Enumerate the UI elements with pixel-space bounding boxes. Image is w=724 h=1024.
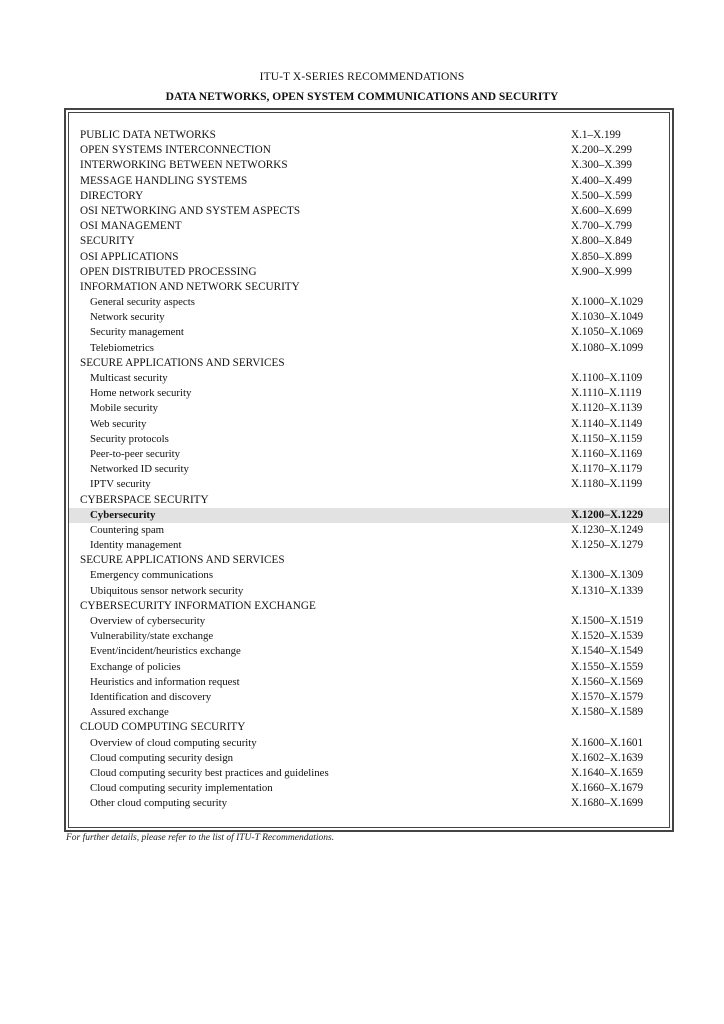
recommendation-range: X.200–X.299: [571, 144, 632, 157]
table-row: [69, 766, 669, 781]
table-row: [69, 660, 669, 675]
subcategory-label: Overview of cloud computing security: [90, 736, 257, 749]
table-row: [69, 174, 669, 189]
table-row: [69, 493, 669, 508]
recommendation-range: X.1110–X.1119: [571, 387, 642, 400]
recommendation-range: X.1560–X.1569: [571, 675, 644, 688]
table-row: [69, 158, 669, 173]
subcategory-label: Identification and discovery: [90, 690, 212, 703]
table-row: [69, 234, 669, 249]
table-row: [69, 781, 669, 796]
subcategory-label: Home network security: [90, 387, 192, 400]
category-label: INFORMATION AND NETWORK SECURITY: [80, 280, 300, 293]
table-row: [69, 523, 669, 538]
category-label: OSI NETWORKING AND SYSTEM ASPECTS: [80, 204, 301, 217]
table-row: [69, 401, 669, 416]
recommendation-range: X.1310–X.1339: [571, 584, 644, 597]
table-row: [69, 599, 669, 614]
subcategory-label: Event/incident/heuristics exchange: [90, 645, 241, 658]
recommendation-range: X.1230–X.1249: [571, 523, 644, 536]
recommendation-range: X.1580–X.1589: [571, 706, 644, 719]
recommendation-range: X.400–X.499: [571, 174, 632, 187]
category-label: SECURE APPLICATIONS AND SERVICES: [80, 356, 285, 369]
subcategory-label: Security management: [90, 326, 184, 339]
recommendations-table-inner: [68, 112, 670, 828]
table-row: [69, 568, 669, 583]
recommendation-range: X.1160–X.1169: [571, 447, 643, 460]
table-row: [69, 128, 669, 143]
table-row: [69, 584, 669, 599]
table-row: [69, 462, 669, 477]
category-label: OPEN SYSTEMS INTERCONNECTION: [80, 144, 271, 157]
table-row: [69, 720, 669, 735]
subcategory-label: Web security: [90, 417, 147, 430]
subcategory-label: Vulnerability/state exchange: [90, 630, 214, 643]
recommendation-range: X.1140–X.1149: [571, 417, 643, 430]
subcategory-label: Networked ID security: [90, 463, 189, 476]
recommendations-table: [64, 108, 674, 832]
table-row: [69, 644, 669, 659]
table-row: [69, 417, 669, 432]
recommendation-range: X.800–X.849: [571, 235, 632, 248]
table-row: [69, 295, 669, 310]
table-row: [69, 143, 669, 158]
subcategory-label: Cloud computing security best practices and guidelines: [90, 766, 329, 779]
table-row: [69, 736, 669, 751]
subcategory-label: Countering spam: [90, 523, 165, 536]
subcategory-label: Telebiometrics: [90, 341, 155, 354]
table-row: [69, 265, 669, 280]
table-row: [69, 614, 669, 629]
subcategory-label: Security protocols: [90, 432, 169, 445]
recommendation-range: X.1000–X.1029: [571, 296, 644, 309]
category-label: CYBERSECURITY INFORMATION EXCHANGE: [80, 599, 316, 612]
subcategory-label: Exchange of policies: [90, 660, 181, 673]
recommendation-range: X.1640–X.1659: [571, 766, 644, 779]
table-row: [69, 447, 669, 462]
category-label: CYBERSPACE SECURITY: [80, 493, 209, 506]
table-row: [69, 280, 669, 295]
subcategory-label: Identity management: [90, 539, 182, 552]
recommendation-range: X.1080–X.1099: [571, 341, 644, 354]
category-label: CLOUD COMPUTING SECURITY: [80, 721, 246, 734]
recommendations-list: [69, 128, 669, 811]
recommendation-range: X.500–X.599: [571, 189, 632, 202]
recommendation-range: X.1030–X.1049: [571, 311, 644, 324]
recommendation-range: X.1250–X.1279: [571, 539, 644, 552]
recommendation-range: X.1180–X.1199: [571, 478, 643, 491]
category-label: OPEN DISTRIBUTED PROCESSING: [80, 265, 257, 278]
table-row: [69, 432, 669, 447]
table-row: [69, 250, 669, 265]
category-label: PUBLIC DATA NETWORKS: [80, 129, 216, 141]
recommendation-range: X.1602–X.1639: [571, 751, 644, 764]
subcategory-label: Heuristics and information request: [90, 675, 240, 688]
recommendation-range: X.1150–X.1159: [571, 432, 643, 445]
category-label: OSI MANAGEMENT: [80, 220, 182, 233]
subcategory-label: Multicast security: [90, 372, 168, 384]
category-label: SECURITY: [80, 235, 135, 248]
subcategory-label: Mobile security: [90, 402, 159, 415]
category-label: DIRECTORY: [80, 189, 144, 202]
recommendation-range: X.700–X.799: [571, 220, 632, 233]
subcategory-label: Cloud computing security implementation: [90, 782, 273, 795]
recommendation-range: X.1200–X.1229: [571, 508, 644, 521]
recommendation-range: X.1540–X.1549: [571, 645, 644, 658]
category-label: MESSAGE HANDLING SYSTEMS: [80, 174, 248, 187]
recommendation-range: X.1050–X.1069: [571, 326, 644, 339]
subcategory-label: Network security: [90, 311, 165, 324]
recommendation-range: X.1550–X.1559: [571, 660, 644, 673]
subcategory-label: General security aspects: [90, 296, 195, 309]
subcategory-label: Overview of cybersecurity: [90, 615, 206, 627]
table-row: [69, 553, 669, 568]
recommendation-range: X.850–X.899: [571, 250, 632, 263]
table-row: [69, 690, 669, 705]
recommendation-range: X.1100–X.1109: [571, 372, 643, 384]
recommendation-range: X.1–X.199: [571, 129, 621, 141]
recommendation-range: X.1520–X.1539: [571, 630, 644, 643]
recommendation-range: X.1570–X.1579: [571, 690, 644, 703]
subcategory-label: Emergency communications: [90, 569, 214, 582]
table-row: [69, 705, 669, 720]
table-row: [69, 386, 669, 401]
table-row: [69, 189, 669, 204]
table-row: [69, 675, 669, 690]
recommendation-range: X.1500–X.1519: [571, 615, 644, 627]
subcategory-label: Cybersecurity: [90, 508, 156, 521]
subcategory-label: Assured exchange: [90, 706, 169, 719]
series-title: ITU-T X-SERIES RECOMMENDATIONS: [259, 71, 465, 83]
recommendation-range: X.1300–X.1309: [571, 569, 644, 582]
subcategory-label: Peer-to-peer security: [90, 447, 181, 460]
category-label: SECURE APPLICATIONS AND SERVICES: [80, 554, 285, 567]
table-row: [69, 796, 669, 811]
table-row: [69, 310, 669, 325]
table-row: [69, 371, 669, 386]
recommendation-range: X.1170–X.1179: [571, 463, 643, 476]
subcategory-label: Ubiquitous sensor network security: [90, 584, 244, 597]
page-title: DATA NETWORKS, OPEN SYSTEM COMMUNICATIONS AND SECURITY: [165, 91, 559, 103]
table-row: [69, 508, 669, 523]
table-row: [69, 204, 669, 219]
table-row: [69, 341, 669, 356]
subcategory-label: Other cloud computing security: [90, 797, 228, 810]
recommendation-range: X.1600–X.1601: [571, 736, 644, 749]
recommendation-range: X.900–X.999: [571, 265, 632, 278]
recommendation-range: X.600–X.699: [571, 204, 632, 217]
category-label: INTERWORKING BETWEEN NETWORKS: [80, 159, 288, 172]
footnote: For further details, please refer to the list of ITU-T Recommendations.: [66, 833, 335, 843]
category-label: OSI APPLICATIONS: [80, 250, 179, 263]
table-row: [69, 629, 669, 644]
recommendation-range: X.1680–X.1699: [571, 797, 644, 810]
table-row: [69, 477, 669, 492]
subcategory-label: Cloud computing security design: [90, 751, 234, 764]
table-row: [69, 751, 669, 766]
recommendation-range: X.1660–X.1679: [571, 782, 644, 795]
table-row: [69, 219, 669, 234]
recommendation-range: X.300–X.399: [571, 159, 632, 172]
recommendation-range: X.1120–X.1139: [571, 402, 643, 415]
table-row: [69, 356, 669, 371]
table-row: [69, 325, 669, 340]
subcategory-label: IPTV security: [90, 478, 151, 491]
table-row: [69, 538, 669, 553]
